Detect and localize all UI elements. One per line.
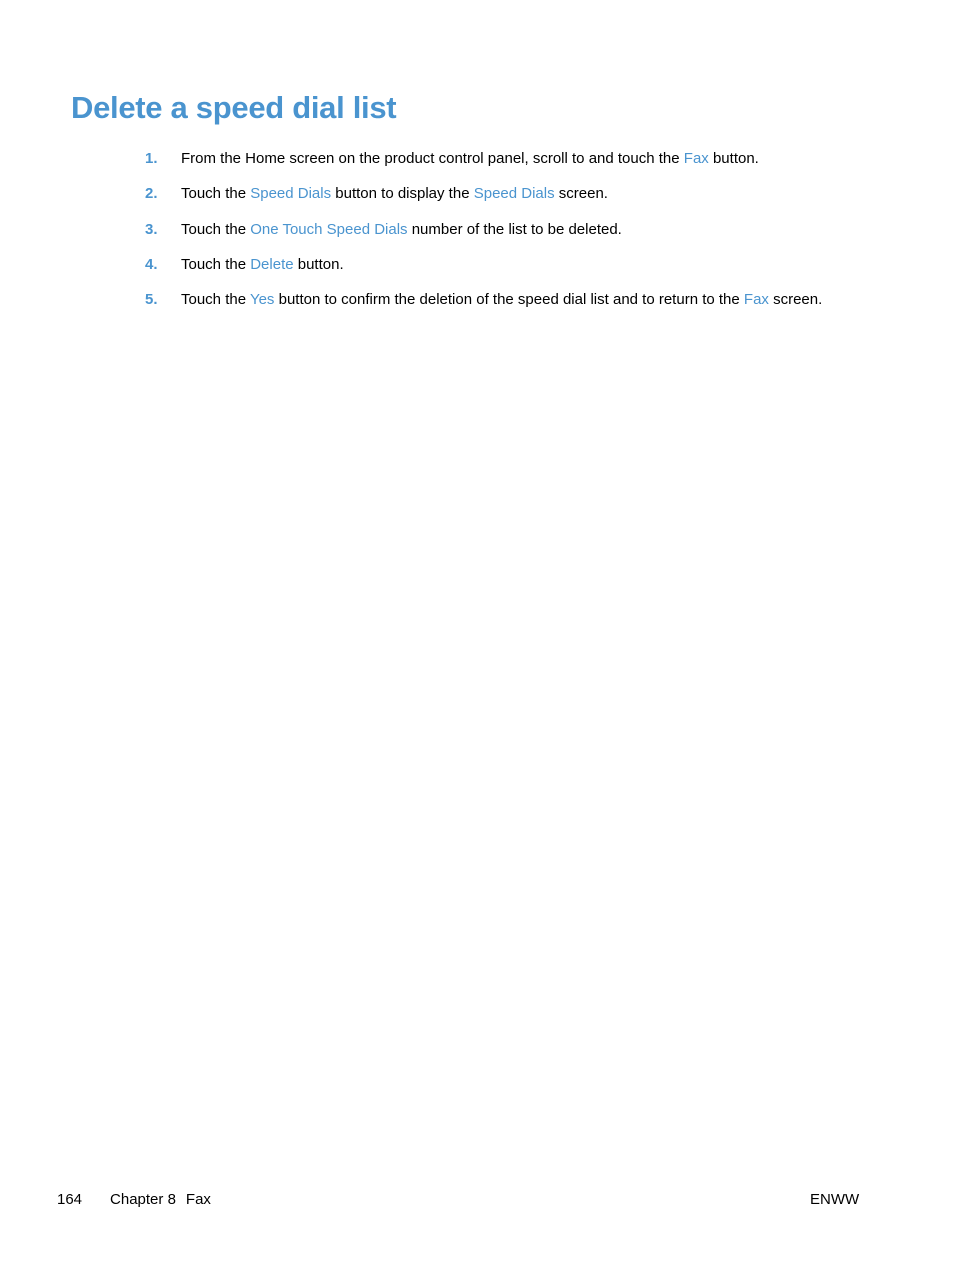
step-text	[181, 288, 822, 312]
footer-left	[57, 1189, 211, 1211]
step-text-segment: number of the list to be deleted.	[407, 220, 622, 238]
step-number: 3.	[145, 220, 158, 238]
list-item	[0, 218, 954, 253]
step-text	[181, 147, 759, 171]
step-text-segment: button to confirm the deletion of the speed dial list and to return to the	[274, 291, 744, 309]
section-label: Fax	[185, 1191, 211, 1208]
step-text	[181, 218, 622, 242]
step-text-segment: button.	[708, 150, 759, 167]
ui-element-name: Yes	[249, 291, 275, 309]
page-number: 164	[57, 1191, 83, 1208]
step-text	[181, 182, 608, 206]
ui-element-name: Fax	[743, 291, 769, 309]
step-text-segment: Touch the	[181, 291, 250, 309]
step-text-segment: Touch the	[181, 255, 251, 273]
ui-element-name: Speed Dials	[473, 185, 555, 203]
footer-edition: ENWW	[810, 1191, 860, 1208]
step-number: 4.	[145, 255, 158, 273]
step-text-segment: Touch the	[181, 185, 251, 203]
step-text	[181, 253, 344, 277]
chapter-label: Chapter 8	[110, 1191, 176, 1208]
ui-element-name: Fax	[683, 150, 709, 167]
list-item	[0, 253, 954, 288]
step-text-segment: screen.	[554, 185, 608, 203]
step-text-segment: From the Home screen on the product control panel, scroll to and touch the	[181, 150, 684, 167]
ui-element-name: Delete	[250, 255, 294, 273]
step-number: 2.	[145, 185, 158, 203]
list-item	[0, 147, 954, 182]
step-text-segment: Touch the	[181, 220, 251, 238]
step-text-segment: screen.	[768, 291, 823, 309]
step-number: 1.	[145, 150, 158, 167]
list-item	[0, 288, 954, 323]
ui-element-name: Speed Dials	[250, 185, 332, 203]
steps-list	[0, 147, 954, 323]
step-number: 5.	[145, 291, 158, 309]
ui-element-name: One Touch Speed Dials	[250, 220, 408, 238]
step-text-segment: button to display the	[331, 185, 474, 203]
page-title: Delete a speed dial list	[71, 90, 397, 125]
step-text-segment: button.	[293, 255, 344, 273]
list-item	[0, 182, 954, 217]
